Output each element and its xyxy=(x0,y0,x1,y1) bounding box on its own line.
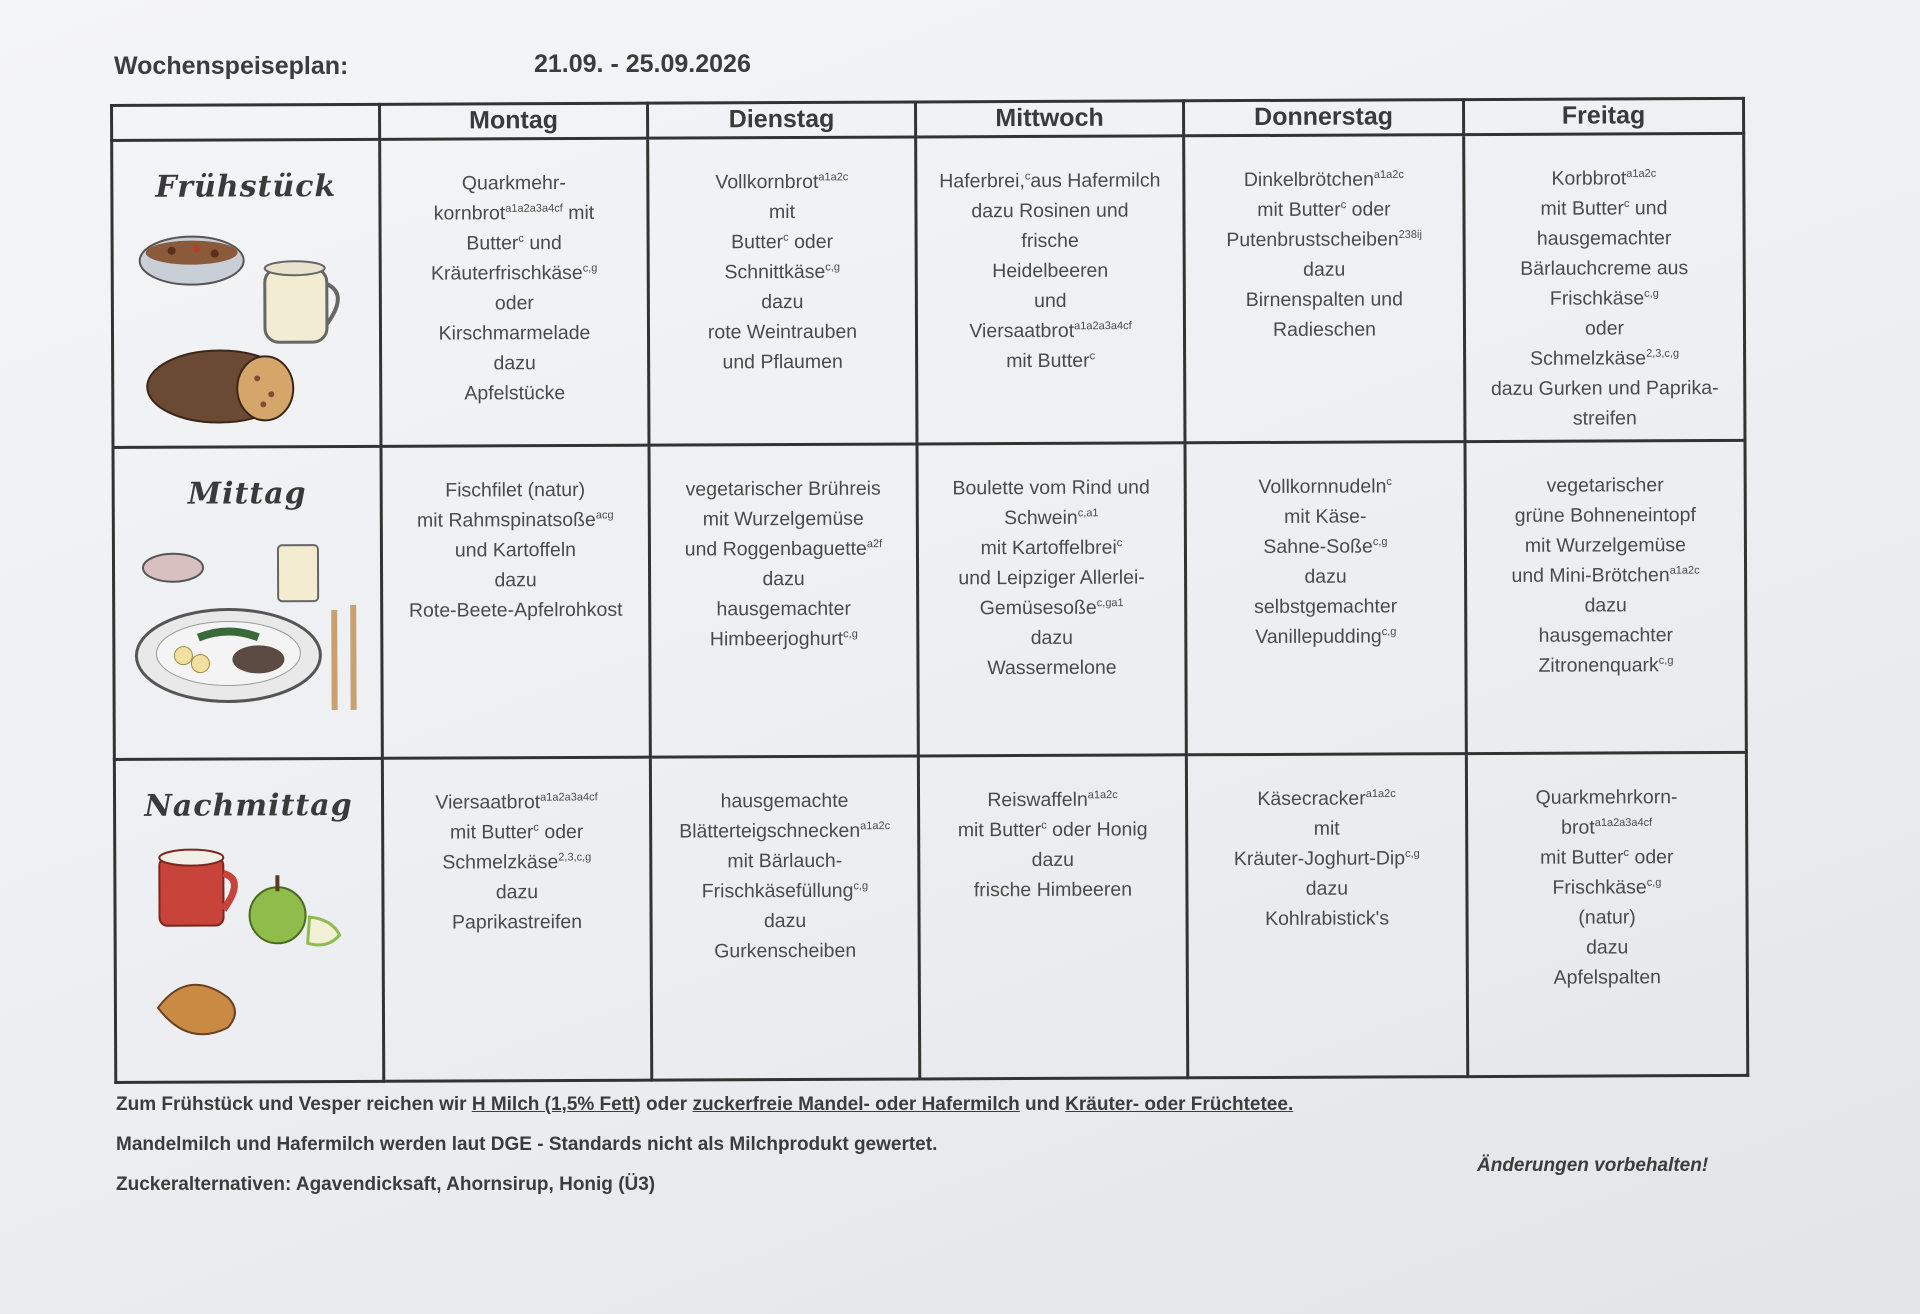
day-header: Mittwoch xyxy=(915,101,1183,137)
day-header: Donnerstag xyxy=(1183,100,1463,136)
meal-line xyxy=(659,593,908,624)
meal-text: mit Butter xyxy=(449,821,534,844)
meal-text: rote Weintrauben xyxy=(707,320,858,344)
meal-text: mit xyxy=(1313,817,1340,841)
meal-line xyxy=(1474,283,1735,314)
meal-line xyxy=(1475,650,1736,681)
meal-cell xyxy=(382,757,651,1081)
meal-text: oder xyxy=(1346,198,1391,221)
meal-line xyxy=(1194,224,1455,255)
meal-text: mit Wurzelgemüse xyxy=(702,507,864,531)
meal-text: Heidelbeeren xyxy=(992,259,1109,283)
allergen-code: c xyxy=(1116,536,1123,549)
meal-line xyxy=(926,225,1175,256)
meal-line xyxy=(1474,403,1735,434)
meal-line xyxy=(659,563,908,594)
allergen-code: c xyxy=(1386,475,1392,488)
allergen-code: c xyxy=(1623,847,1630,860)
meal-line xyxy=(927,472,1176,503)
meal-text: mit Kartoffelbrei xyxy=(980,536,1117,559)
meal-line xyxy=(1476,842,1737,873)
meal-text: mit Butter xyxy=(1540,846,1624,870)
meal-line xyxy=(392,877,641,908)
meal-line xyxy=(659,473,908,504)
allergen-code: c,ga1 xyxy=(1096,596,1124,609)
meal-text: Frischkäse xyxy=(1549,287,1645,310)
meal-line xyxy=(1196,783,1457,814)
meal-text: und Pflaumen xyxy=(722,350,843,374)
footer-text: und xyxy=(1019,1094,1066,1115)
meal-text: frische Himbeeren xyxy=(973,878,1133,902)
meal-text: oder xyxy=(1584,317,1625,340)
allergen-code: c,g xyxy=(825,261,840,274)
meal-line xyxy=(1195,591,1456,622)
changes-note: Änderungen vorbehalten! xyxy=(1477,1155,1709,1176)
meal-text: Schmelzkäse xyxy=(442,851,559,874)
meal-cell xyxy=(1464,133,1745,441)
day-header: Freitag xyxy=(1463,98,1743,134)
meal-cell xyxy=(917,442,1186,756)
allergen-code: c,g xyxy=(843,627,858,640)
lunch-plate-icon xyxy=(127,525,368,726)
meal-line xyxy=(1476,782,1737,813)
meal-text: hausgemachte xyxy=(720,790,849,813)
meal-text: mit Rahmspinatsoße xyxy=(416,508,596,532)
meal-line xyxy=(660,786,909,817)
meal-cell xyxy=(380,138,649,446)
meal-text: Putenbrustscheiben xyxy=(1226,228,1399,252)
meal-row-fruehstueck xyxy=(112,133,1745,447)
allergen-code: 2,3,c,g xyxy=(558,851,592,864)
meal-line xyxy=(927,622,1176,653)
footer-line-dge: Mandelmilch und Hafermilch werden laut DGE - Standards nicht als Milchprodukt gewertet. xyxy=(116,1134,938,1155)
meal-text: Kräuterfrischkäse xyxy=(430,261,583,285)
footer-milk: H Milch (1,5% Fett) xyxy=(471,1094,641,1115)
meal-text: Quarkmehr- xyxy=(461,172,566,195)
meal-line xyxy=(658,317,907,348)
meal-line xyxy=(659,503,908,534)
meal-text: Schmelzkäse xyxy=(1530,347,1647,370)
meal-text: Schwein xyxy=(1004,506,1078,529)
meal-line xyxy=(1474,223,1735,254)
day-header: Montag xyxy=(380,103,648,139)
allergen-code: a1a2a3a4cf xyxy=(1074,320,1132,333)
meal-text: Paprikastreifen xyxy=(451,911,583,934)
snack-icon xyxy=(139,837,360,1038)
meal-line xyxy=(926,315,1175,346)
meal-line xyxy=(393,907,642,938)
allergen-code: c,g xyxy=(1381,625,1397,638)
meal-line xyxy=(1195,471,1456,502)
meal-text: Boulette vom Rind und xyxy=(952,476,1150,499)
meal-line xyxy=(391,504,640,535)
meal-text: dazu Gurken und Paprika- xyxy=(1490,376,1719,400)
meal-cell xyxy=(1185,441,1466,755)
meal-text: dazu xyxy=(493,352,536,375)
meal-line xyxy=(926,255,1175,286)
allergen-code: a1a2c xyxy=(1373,168,1404,181)
meal-cell xyxy=(1466,753,1747,1077)
meal-text: Gemüsesoße xyxy=(979,596,1097,619)
row-header xyxy=(114,759,383,1083)
allergen-code: acg xyxy=(595,508,614,522)
meal-text: kornbrot xyxy=(433,202,506,225)
meal-text: Zitronenquark xyxy=(1538,653,1659,677)
meal-line xyxy=(660,846,909,877)
row-header xyxy=(112,139,381,447)
meal-text: Reiswaffeln xyxy=(987,789,1088,812)
row-header xyxy=(113,446,382,760)
meal-text: und xyxy=(1629,197,1668,220)
meal-line xyxy=(1476,812,1737,843)
meal-line xyxy=(1475,590,1736,621)
page-title: Wochenspeiseplan: xyxy=(114,52,349,80)
allergen-code: c,g xyxy=(1644,287,1659,300)
meal-row-nachmittag xyxy=(114,753,1747,1083)
meal-text: Blätterteigschnecken xyxy=(679,820,861,843)
meal-text: mit Butter xyxy=(1257,198,1341,221)
meal-line xyxy=(1474,253,1735,284)
meal-line xyxy=(1475,530,1736,561)
allergen-code: a1a2c xyxy=(860,820,891,833)
meal-line xyxy=(927,562,1176,593)
allergen-code: a1a2c xyxy=(1087,789,1118,802)
meal-text: Dinkelbrötchen xyxy=(1243,168,1374,192)
allergen-code: c,a1 xyxy=(1077,506,1099,519)
meal-text: streifen xyxy=(1572,407,1637,430)
row-label: Nachmittag xyxy=(144,788,353,825)
meal-line xyxy=(1195,501,1456,532)
meal-line xyxy=(1474,343,1735,374)
meal-line xyxy=(390,378,639,409)
meal-line xyxy=(1195,621,1456,652)
meal-line xyxy=(928,785,1177,816)
date-range: 21.09. - 25.09.2026 xyxy=(534,50,751,78)
meal-text: dazu xyxy=(762,567,805,590)
meal-line xyxy=(661,936,910,967)
meal-line xyxy=(660,816,909,847)
allergen-code: a2f xyxy=(866,537,883,550)
meal-line xyxy=(1477,932,1738,963)
meal-text: brot xyxy=(1561,816,1595,839)
meal-cell xyxy=(918,755,1187,1079)
row-label: Mittag xyxy=(187,475,307,512)
meal-line xyxy=(1195,561,1456,592)
meal-line xyxy=(1193,164,1454,195)
meal-line xyxy=(925,195,1174,226)
meal-text: Fischfilet (natur) xyxy=(445,478,586,502)
meal-line xyxy=(390,288,639,319)
meal-line xyxy=(1475,470,1736,501)
meal-text: Himbeerjoghurt xyxy=(709,627,844,651)
meal-line xyxy=(1195,531,1456,562)
meal-line xyxy=(390,348,639,379)
meal-text: Haferbrei, xyxy=(939,170,1025,193)
meal-line xyxy=(1477,902,1738,933)
day-header: Dienstag xyxy=(648,102,916,138)
meal-line xyxy=(657,167,906,198)
meal-text: dazu xyxy=(1305,877,1349,901)
footer-milk-alternatives: zuckerfreie Mandel- oder Hafermilch xyxy=(692,1094,1020,1115)
meal-line xyxy=(926,345,1175,376)
allergen-code: a1a2c xyxy=(1626,167,1657,180)
breakfast-icon xyxy=(136,218,357,439)
meal-line xyxy=(390,318,639,349)
meal-text: und Roggenbaguette xyxy=(684,537,867,561)
meal-text: und xyxy=(523,232,562,255)
allergen-code: a1a2a3a4cf xyxy=(1594,817,1653,830)
allergen-code: c,g xyxy=(582,262,598,275)
meal-line xyxy=(1477,962,1738,993)
meal-line xyxy=(1475,500,1736,531)
meal-line xyxy=(659,623,908,654)
meal-text: Käsecracker xyxy=(1257,787,1366,811)
meal-line xyxy=(661,906,910,937)
meal-text: Rote-Beete-Apfelrohkost xyxy=(408,598,623,622)
meal-cell xyxy=(648,137,917,445)
meal-line xyxy=(928,845,1177,876)
allergen-code: c,g xyxy=(1405,848,1420,861)
meal-line xyxy=(1475,560,1736,591)
meal-line xyxy=(1475,620,1736,651)
meal-text: dazu xyxy=(1304,565,1347,588)
meal-cell xyxy=(1184,135,1465,443)
meal-text: Quarkmehrkorn- xyxy=(1535,786,1678,810)
meal-text: dazu xyxy=(761,290,804,314)
meal-line xyxy=(927,502,1176,533)
meal-text: Butter xyxy=(466,232,519,255)
meal-text: vegetarischer Brühreis xyxy=(685,477,881,501)
meal-text: Apfelstücke xyxy=(464,382,566,405)
meal-text: grüne Bohneneintopf xyxy=(1514,503,1696,527)
allergen-code: c,g xyxy=(1372,535,1388,548)
meal-line xyxy=(1196,843,1457,874)
menu-table xyxy=(110,97,1749,1084)
meal-line xyxy=(391,564,640,595)
meal-line xyxy=(392,787,641,818)
meal-text: dazu xyxy=(1031,849,1074,872)
meal-text: Birnenspalten und xyxy=(1245,288,1404,312)
meal-text: Butter xyxy=(731,231,784,254)
meal-line xyxy=(1194,314,1455,345)
meal-text: dazu xyxy=(1584,594,1627,617)
meal-text: mit Wurzelgemüse xyxy=(1524,533,1687,557)
allergen-code: c xyxy=(1041,819,1047,832)
meal-text: hausgemachter xyxy=(716,597,851,620)
meal-line xyxy=(391,474,640,505)
allergen-code: c xyxy=(1340,199,1347,212)
footer-text: oder xyxy=(640,1094,693,1115)
meal-text: oder xyxy=(538,821,584,844)
meal-text: frische xyxy=(1021,229,1079,253)
meal-cell xyxy=(916,136,1185,444)
meal-text: Kohlrabistick's xyxy=(1265,907,1390,931)
meal-line xyxy=(392,817,641,848)
meal-cell xyxy=(1186,754,1467,1078)
meal-text: Viersaatbrot xyxy=(435,791,541,814)
allergen-code: 238ij xyxy=(1398,228,1422,241)
meal-line xyxy=(928,875,1177,906)
allergen-code: c xyxy=(518,232,524,245)
footer-tea: Kräuter- oder Früchtetee. xyxy=(1065,1094,1294,1115)
meal-text: mit xyxy=(768,201,796,224)
meal-text: hausgemachter xyxy=(1536,227,1672,250)
meal-text: Sahne-Soße xyxy=(1263,535,1373,558)
meal-line xyxy=(660,876,909,907)
meal-text: und xyxy=(1034,289,1067,312)
meal-line xyxy=(392,847,641,878)
corner-cell xyxy=(112,104,380,140)
header xyxy=(114,50,751,81)
meal-text: dazu xyxy=(494,568,537,591)
meal-text: oder xyxy=(1628,846,1674,869)
allergen-code: c,g xyxy=(853,880,869,893)
meal-text: mit Butter xyxy=(1540,197,1625,220)
allergen-code: a1a2c xyxy=(818,171,849,184)
meal-line xyxy=(925,165,1174,196)
meal-text: Korbbrot xyxy=(1551,167,1627,190)
allergen-code: c,g xyxy=(1658,654,1674,667)
meal-line xyxy=(1473,163,1734,194)
meal-line xyxy=(1193,194,1454,225)
meal-text: Frischkäse xyxy=(1552,876,1647,900)
allergen-code: a1a2c xyxy=(1365,788,1396,801)
allergen-code: a1a2c xyxy=(1669,564,1700,577)
meal-text: Vanillepudding xyxy=(1255,625,1382,648)
meal-line xyxy=(927,532,1176,563)
meal-line xyxy=(658,287,907,318)
allergen-code: a1a2a3a4cf xyxy=(505,202,563,215)
meal-cell xyxy=(1465,440,1746,754)
meal-line xyxy=(1476,872,1737,903)
meal-line xyxy=(928,815,1177,846)
meal-line xyxy=(1196,873,1457,904)
meal-line xyxy=(1474,373,1735,404)
meal-text: und Mini-Brötchen xyxy=(1511,563,1670,587)
meal-text: Wassermelone xyxy=(987,656,1117,679)
allergen-code: c xyxy=(533,821,539,834)
allergen-code: a1a2a3a4cf xyxy=(540,791,598,804)
meal-cell xyxy=(649,444,918,758)
meal-text: dazu Rosinen und xyxy=(971,199,1129,223)
allergen-code: c xyxy=(1024,170,1031,183)
meal-line xyxy=(658,347,907,378)
meal-text: Vollkornnudeln xyxy=(1258,475,1387,498)
meal-text: Kirschmarmelade xyxy=(438,321,591,345)
meal-text: dazu xyxy=(1585,936,1629,959)
meal-text: oder xyxy=(494,292,534,315)
meal-text: und Leipziger Allerlei- xyxy=(958,566,1145,589)
allergen-code: 2,3,c,g xyxy=(1646,347,1680,360)
meal-text: Viersaatbrot xyxy=(969,319,1075,343)
meal-text: dazu xyxy=(763,910,807,933)
meal-line xyxy=(1194,284,1455,315)
meal-text: mit Butter xyxy=(957,819,1042,842)
allergen-code: c xyxy=(1089,350,1096,363)
meal-text: Radieschen xyxy=(1272,318,1377,341)
meal-line xyxy=(389,198,638,229)
meal-line xyxy=(1474,313,1735,344)
meal-text: mit Bärlauch- xyxy=(727,850,843,873)
meal-line xyxy=(391,534,640,565)
meal-text: und Kartoffeln xyxy=(454,538,577,562)
meal-text: Frischkäsefüllung xyxy=(701,880,854,903)
footer-text: Zum Frühstück und Vesper reichen wir xyxy=(116,1094,472,1115)
row-label: Frühstück xyxy=(155,169,337,205)
meal-text: oder Honig xyxy=(1046,818,1148,842)
meal-line xyxy=(657,197,906,228)
meal-text: Apfelspalten xyxy=(1553,966,1662,990)
meal-line xyxy=(391,594,640,625)
meal-text: aus Hafermilch xyxy=(1030,169,1161,192)
meal-line xyxy=(658,227,907,258)
meal-row-mittag xyxy=(113,440,1746,760)
meal-line xyxy=(390,228,639,259)
meal-text: Gurkenscheiben xyxy=(714,940,857,963)
meal-text: oder xyxy=(788,230,834,254)
meal-text: mit xyxy=(562,201,595,225)
allergen-code: c xyxy=(783,231,789,244)
meal-line xyxy=(659,533,908,564)
meal-text: dazu xyxy=(495,881,539,904)
allergen-code: c,g xyxy=(1646,877,1662,890)
meal-cell xyxy=(381,445,650,759)
meal-text: dazu xyxy=(1030,626,1074,649)
meal-line xyxy=(926,285,1175,316)
meal-line xyxy=(390,258,639,289)
meal-text: mit Butter xyxy=(1006,349,1090,373)
meal-line xyxy=(927,652,1176,683)
meal-text: hausgemachter xyxy=(1538,623,1674,647)
meal-line xyxy=(1194,254,1455,285)
meal-cell xyxy=(650,756,919,1080)
meal-line xyxy=(1196,813,1457,844)
meal-text: vegetarischer xyxy=(1546,473,1664,497)
allergen-code: c xyxy=(1623,197,1630,210)
meal-line xyxy=(1473,193,1734,224)
meal-line xyxy=(1197,903,1458,934)
meal-line xyxy=(927,592,1176,623)
meal-line xyxy=(389,168,638,199)
footer-line-sugar: Zuckeralternativen: Agavendicksaft, Ahornsirup, Honig (Ü3) xyxy=(116,1174,656,1195)
meal-text: Kräuter-Joghurt-Dip xyxy=(1233,847,1406,871)
meal-text: Vollkornbrot xyxy=(715,170,819,194)
meal-text: Schnittkäse xyxy=(724,260,826,284)
meal-line xyxy=(658,257,907,288)
meal-text: (natur) xyxy=(1578,906,1636,929)
footer-line-drinks xyxy=(116,1094,1293,1116)
meal-text: dazu xyxy=(1303,258,1346,281)
meal-text: Bärlauchcreme aus xyxy=(1520,257,1689,280)
meal-text: selbstgemachter xyxy=(1254,595,1398,618)
meal-text: mit Käse- xyxy=(1284,505,1367,528)
